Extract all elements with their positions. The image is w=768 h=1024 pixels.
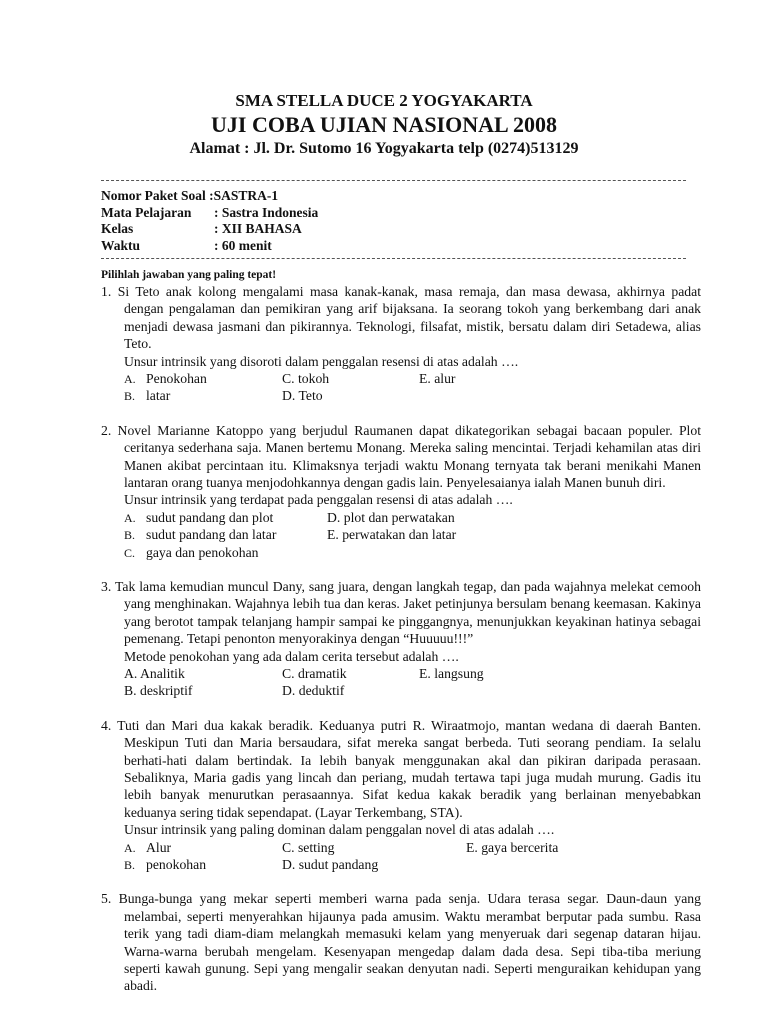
option-d[interactable]: D. deduktif [282,683,345,699]
option-c[interactable]: C. setting [282,839,335,855]
question-text: 2. Novel Marianne Katoppo yang berjudul Raumanen dapat dikategorikan sebagai bacaan populer. Plot ceritanya sederhana saja. Manen bertemu Monang. Mereka saling mencintai. Terjadi kehamilan atas diri Manen akibat percintaan itu. Klimaksnya terjadi waktu Monang ternyata tak berani menikahi Manen lantaran orang tuanya menjodohkannya dengan gadis lain. Penyelesaianya ialah Manen bunuh diri. [101,422,701,491]
option-e[interactable]: E. alur [419,371,456,387]
question-list [101,283,701,1012]
class-value: : XII BAHASA [214,221,302,236]
question-text: 3. Tak lama kemudian muncul Dany, sang juara, dengan langkah tegap, dan pada wajahnya melekat cemooh yang menghinakan. Wajahnya lebih tua dan keras. Jaket petinjunya bersulam benang keemasan. Kakinya yang berotot tampak telanjang hampir sampai ke pinggangnya, menunjukkan keyakinan hatinya sebagai pemenang. Tetapi penonton menyorakinya dengan “Huuuuu!!!” [101,579,701,647]
option-d[interactable]: D. sudut pandang [282,857,379,873]
question-prompt: Metode penokohan yang ada dalam cerita tersebut adalah …. [124,648,459,664]
question-4 [101,717,701,874]
dashed-divider-top [101,180,686,181]
option-a[interactable]: A. Penokohan [124,371,207,387]
option-row [124,544,701,561]
question-1 [101,283,701,405]
package-label: Nomor Paket Soal : [101,188,214,203]
question-5 [101,890,701,994]
option-row [124,526,701,543]
option-b[interactable]: B. deskriptif [124,683,193,699]
question-text: 5. Bunga-bunga yang mekar seperti memberi warna pada senja. Udara terasa segar. Daun-daun yang melambai, seperti menyerahkan hijaunya pada amusim. Waktu merambat berputar pada sumbu. Rasa terik yang tadi diam-diam melangkah memasuki kelam yang menyeruak dari segenap dataran hijau. Warna-warna berubah mengelam. Kesenyapan mengedap dalam dada desa. Sepi tiba-tiba meriung seperti kawah gunung. Sepi yang mengalir seakan denyutan nadi. Seperti menguraikan kehidupan yang abadi. [101,891,701,994]
option-c[interactable]: C. gaya dan penokohan [124,544,259,560]
time-value: : 60 menit [214,237,272,253]
time-label: Waktu [101,237,141,253]
instruction: Pilihlah jawaban yang paling tepat! [101,269,277,281]
answer-options [101,509,701,561]
option-row [124,370,701,387]
option-e[interactable]: E. gaya bercerita [466,839,559,855]
question-text: 4. Tuti dan Mari dua kakak beradik. Keduanya putri R. Wiraatmojo, mantan wedana di daerah Banten. Meskipun Tuti dan Maria bersaudara, sifat mereka sangat berbeda. Tuti seorang pendiam. Ia selalu berhati-hati dalam bertindak. Ia lebih banyak menggunakan akal dan pikiran daripada perasaan. Sebaliknya, Maria gadis yang lincah dan periang, mudah tertawa tapi juga mudah murung. Gadis itu lebih banyak menurutkan perasaannya. Sifat kedua kakak beradik yang berlainan menyebabkan keduanya sering tidak sependapat. (Layar Terkembang, STA). [101,717,701,820]
option-row [124,509,701,526]
option-row [124,839,701,856]
option-a[interactable]: A. Alur [124,839,172,855]
option-d[interactable]: D. plot dan perwatakan [327,509,455,525]
question-2 [101,422,701,561]
option-row [124,682,701,699]
meta-row-class [101,221,318,238]
question-prompt: Unsur intrinsik yang terdapat pada penggalan resensi di atas adalah …. [124,492,513,508]
answer-options [101,665,701,700]
option-e[interactable]: E. perwatakan dan latar [327,527,457,543]
package-value: SASTRA-1 [213,188,279,203]
option-row [124,856,701,873]
meta-row-time [101,238,318,255]
school-address: Alamat : Jl. Dr. Sutomo 16 Yogyakarta telp (0274)513129 [189,140,579,157]
exam-meta [101,188,318,254]
option-e[interactable]: E. langsung [419,666,484,682]
school-name: SMA STELLA DUCE 2 YOGYAKARTA [235,91,533,110]
question-prompt: Unsur intrinsik yang paling dominan dalam penggalan novel di atas adalah …. [124,822,555,838]
option-a[interactable]: A. Analitik [124,666,185,682]
option-row [124,665,701,682]
document-header [0,90,768,160]
subject-value: : Sastra Indonesia [214,204,319,220]
option-c[interactable]: C. dramatik [282,666,347,682]
option-row [124,387,701,404]
class-label: Kelas [101,221,134,236]
question-text: 1. Si Teto anak kolong mengalami masa kanak-kanak, masa remaja, dan masa dewasa, akhirnya padat dengan pengalaman dan pemikiran yang arif bijaksana. Ia seorang tokoh yang berkembang dari anak menjadi dewasa jasmani dan pikirannya. Teknologi, filsafat, mistik, bersatu dalam diri Setadewa, alias Teto. [101,284,701,352]
dashed-divider-bottom [101,258,686,259]
meta-row-subject [101,205,318,222]
option-d[interactable]: D. Teto [282,388,323,404]
question-3 [101,578,701,700]
meta-row-package [101,188,318,205]
option-b[interactable]: B. latar [124,388,171,404]
question-prompt: Unsur intrinsik yang disoroti dalam penggalan resensi di atas adalah …. [124,353,519,369]
option-b[interactable]: B. sudut pandang dan latar [124,527,277,543]
exam-title: UJI COBA UJIAN NASIONAL 2008 [211,112,557,137]
answer-options [101,839,701,874]
subject-label: Mata Pelajaran [101,204,192,220]
option-c[interactable]: C. tokoh [282,371,330,387]
answer-options [101,370,701,405]
option-a[interactable]: A. sudut pandang dan plot [124,509,274,525]
option-b[interactable]: B. penokohan [124,857,207,873]
